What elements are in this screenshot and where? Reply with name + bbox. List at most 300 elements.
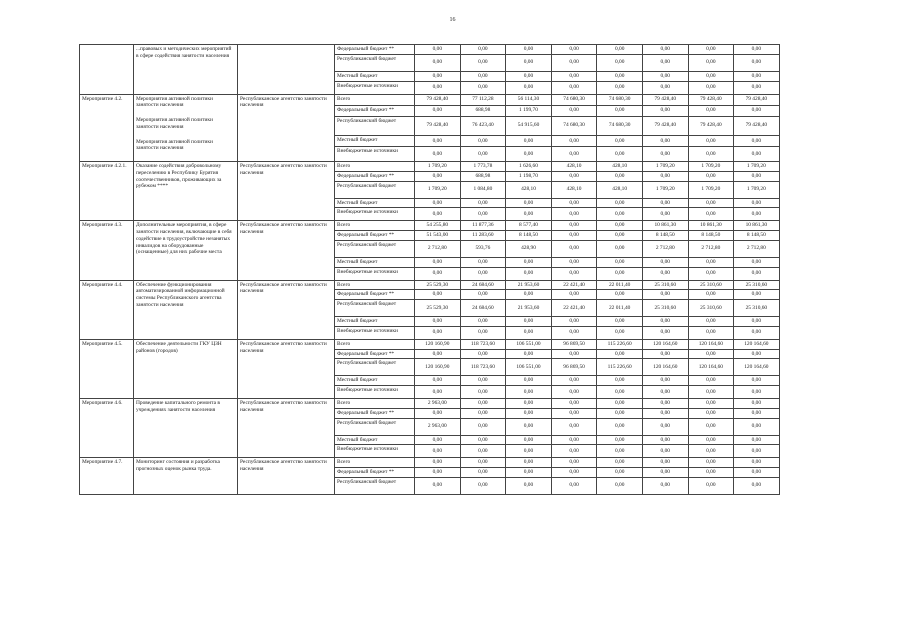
amount-cell: 96 869,50 xyxy=(551,339,597,349)
funding-source: Внебюджетные источники xyxy=(335,147,415,162)
amount-cell: 76 423,40 xyxy=(460,116,506,135)
funding-source: Республиканский бюджет xyxy=(335,240,415,257)
measure-name-line: Мероприятия активной политики занятости населения xyxy=(136,117,213,130)
amount-cell: 115 226,60 xyxy=(597,339,643,349)
amount-cell: 0,00 xyxy=(688,136,734,147)
amount-cell: 0,00 xyxy=(734,326,779,339)
amount-cell: 0,00 xyxy=(597,221,643,231)
amount-cell: 0,00 xyxy=(551,45,597,55)
funding-source: Всего xyxy=(335,162,415,172)
amount-cell: 0,00 xyxy=(688,477,734,494)
amount-cell: 2 712,80 xyxy=(734,240,779,257)
amount-cell: 2 712,80 xyxy=(642,240,688,257)
measure-name-line: Проведение капитального ремонта в учреждениях занятости населения xyxy=(136,400,220,413)
amount-cell: 0,00 xyxy=(688,386,734,399)
amount-cell: 0,00 xyxy=(460,349,506,359)
amount-cell: 0,00 xyxy=(734,45,779,55)
measure-name-line: ...правовых и методических мероприятий в сфере содействия занятости населения xyxy=(136,46,232,59)
amount-cell: 0,00 xyxy=(642,198,688,208)
amount-cell: 0,00 xyxy=(688,376,734,386)
amount-cell: 115 226,60 xyxy=(597,359,643,376)
amount-cell: 0,00 xyxy=(551,399,597,409)
amount-cell: 0,00 xyxy=(415,136,461,147)
amount-cell: 120 164,60 xyxy=(688,359,734,376)
funding-source: Федеральный бюджет ** xyxy=(335,349,415,359)
amount-cell: 1 199,70 xyxy=(506,105,552,116)
amount-cell: 0,00 xyxy=(688,257,734,267)
amount-cell: 688,98 xyxy=(460,171,506,181)
amount-cell: 1 709,20 xyxy=(734,181,779,198)
funding-source: Всего xyxy=(335,339,415,349)
amount-cell: 0,00 xyxy=(734,386,779,399)
amount-cell: 0,00 xyxy=(551,376,597,386)
amount-cell: 0,00 xyxy=(734,54,779,71)
funding-source: Местный бюджет xyxy=(335,136,415,147)
amount-cell: 0,00 xyxy=(688,399,734,409)
funding-source: Республиканский бюджет xyxy=(335,418,415,435)
amount-cell: 0,00 xyxy=(734,458,779,468)
measure-executor xyxy=(238,45,335,95)
amount-cell: 0,00 xyxy=(551,54,597,71)
amount-cell: 0,00 xyxy=(415,81,461,94)
amount-cell: 0,00 xyxy=(551,240,597,257)
amount-cell: 0,00 xyxy=(642,267,688,280)
funding-source: Внебюджетные источники xyxy=(335,386,415,399)
amount-cell: 0,00 xyxy=(506,198,552,208)
amount-cell: 1 709,20 xyxy=(734,162,779,172)
amount-cell: 0,00 xyxy=(551,81,597,94)
funding-source: Внебюджетные источники xyxy=(335,445,415,458)
amount-cell: 0,00 xyxy=(551,71,597,81)
funding-source: Республиканский бюджет xyxy=(335,300,415,317)
amount-cell: 0,00 xyxy=(597,171,643,181)
funding-source: Внебюджетные источники xyxy=(335,326,415,339)
amount-cell: 0,00 xyxy=(506,408,552,418)
amount-cell: 0,00 xyxy=(688,71,734,81)
amount-cell: 0,00 xyxy=(551,147,597,162)
amount-cell: 0,00 xyxy=(460,326,506,339)
amount-cell: 0,00 xyxy=(460,445,506,458)
amount-cell: 0,00 xyxy=(506,458,552,468)
measure-executor: Республиканское агентство занятости населения xyxy=(238,399,335,458)
amount-cell: 0,00 xyxy=(734,468,779,478)
amount-cell: 21 953,60 xyxy=(506,280,552,290)
amount-cell: 0,00 xyxy=(460,45,506,55)
amount-cell: 120 164,60 xyxy=(734,339,779,349)
amount-cell: 0,00 xyxy=(415,386,461,399)
table-row xyxy=(80,221,780,231)
amount-cell: 0,00 xyxy=(415,54,461,71)
amount-cell: 0,00 xyxy=(415,208,461,221)
funding-source: Внебюджетные источники xyxy=(335,208,415,221)
funding-source: Республиканский бюджет xyxy=(335,477,415,494)
amount-cell: 106 551,00 xyxy=(506,339,552,349)
amount-cell: 0,00 xyxy=(688,81,734,94)
amount-cell: 0,00 xyxy=(597,147,643,162)
amount-cell: 0,00 xyxy=(506,136,552,147)
amount-cell: 54 255,80 xyxy=(415,221,461,231)
measure-name xyxy=(134,94,238,162)
amount-cell: 25 310,60 xyxy=(642,300,688,317)
amount-cell: 2 712,80 xyxy=(688,240,734,257)
amount-cell: 0,00 xyxy=(597,231,643,241)
amount-cell: 0,00 xyxy=(688,418,734,435)
amount-cell: 0,00 xyxy=(734,105,779,116)
table-row xyxy=(80,45,780,55)
amount-cell: 11 283,60 xyxy=(460,231,506,241)
amount-cell: 0,00 xyxy=(506,445,552,458)
amount-cell: 22 011,40 xyxy=(597,280,643,290)
amount-cell: 0,00 xyxy=(460,290,506,300)
table-row xyxy=(80,280,780,290)
amount-cell: 0,00 xyxy=(460,408,506,418)
amount-cell: 0,00 xyxy=(642,45,688,55)
amount-cell: 0,00 xyxy=(597,136,643,147)
page-number: 16 xyxy=(449,17,456,23)
amount-cell: 8 577,40 xyxy=(506,221,552,231)
amount-cell: 1 709,20 xyxy=(415,181,461,198)
amount-cell: 0,00 xyxy=(642,468,688,478)
amount-cell: 0,00 xyxy=(415,326,461,339)
funding-source: Всего xyxy=(335,458,415,468)
amount-cell: 0,00 xyxy=(734,81,779,94)
amount-cell: 120 164,60 xyxy=(642,339,688,349)
amount-cell: 1 084,80 xyxy=(460,181,506,198)
amount-cell: 0,00 xyxy=(460,399,506,409)
amount-cell: 0,00 xyxy=(642,458,688,468)
amount-cell: 428,90 xyxy=(506,240,552,257)
amount-cell: 0,00 xyxy=(460,81,506,94)
measure-executor: Республиканское агентство занятости населения xyxy=(238,221,335,280)
amount-cell: 0,00 xyxy=(506,376,552,386)
amount-cell: 0,00 xyxy=(642,81,688,94)
amount-cell: 0,00 xyxy=(506,290,552,300)
funding-source: Местный бюджет xyxy=(335,317,415,327)
amount-cell: 0,00 xyxy=(597,54,643,71)
amount-cell: 2 963,00 xyxy=(415,399,461,409)
amount-cell: 0,00 xyxy=(415,198,461,208)
amount-cell: 0,00 xyxy=(597,240,643,257)
amount-cell: 0,00 xyxy=(551,317,597,327)
amount-cell: 0,00 xyxy=(642,257,688,267)
amount-cell: 0,00 xyxy=(551,349,597,359)
amount-cell: 0,00 xyxy=(642,445,688,458)
amount-cell: 0,00 xyxy=(734,290,779,300)
amount-cell: 0,00 xyxy=(597,267,643,280)
amount-cell: 0,00 xyxy=(506,349,552,359)
funding-source: Местный бюджет xyxy=(335,376,415,386)
amount-cell: 0,00 xyxy=(688,317,734,327)
funding-source: Местный бюджет xyxy=(335,435,415,445)
amount-cell: 22 421,40 xyxy=(551,280,597,290)
amount-cell: 0,00 xyxy=(551,386,597,399)
measure-name-line: Мероприятия активной политики занятости населения xyxy=(136,95,213,109)
amount-cell: 10 861,30 xyxy=(642,221,688,231)
measure-executor: Республиканское агентство занятости населения xyxy=(238,94,335,162)
amount-cell: 96 869,50 xyxy=(551,359,597,376)
amount-cell: 0,00 xyxy=(597,376,643,386)
amount-cell: 25 529,30 xyxy=(415,280,461,290)
amount-cell: 79 428,40 xyxy=(642,94,688,105)
amount-cell: 0,00 xyxy=(551,171,597,181)
measure-name-line: Дополнительные мероприятия, в сфере занятости населения, включающие в себя содействие в трудоустройстве незанятых инвалидов на оборудованные (оснащенные) для них рабочие места xyxy=(136,222,232,256)
amount-cell: 0,00 xyxy=(460,435,506,445)
measure-code: Мероприятие 4.6. xyxy=(80,399,134,458)
amount-cell: 79 428,40 xyxy=(734,116,779,135)
amount-cell: 1 709,20 xyxy=(688,162,734,172)
amount-cell: 0,00 xyxy=(734,408,779,418)
amount-cell: 0,00 xyxy=(551,290,597,300)
amount-cell: 0,00 xyxy=(506,267,552,280)
amount-cell: 1 709,20 xyxy=(642,181,688,198)
amount-cell: 0,00 xyxy=(734,376,779,386)
amount-cell: 25 310,60 xyxy=(734,280,779,290)
amount-cell: 2 712,80 xyxy=(415,240,461,257)
amount-cell: 0,00 xyxy=(506,477,552,494)
amount-cell: 0,00 xyxy=(642,386,688,399)
amount-cell: 0,00 xyxy=(734,349,779,359)
amount-cell: 0,00 xyxy=(688,267,734,280)
amount-cell: 0,00 xyxy=(688,468,734,478)
amount-cell: 74 680,30 xyxy=(597,94,643,105)
amount-cell: 0,00 xyxy=(734,198,779,208)
measure-name xyxy=(134,399,238,458)
amount-cell: 0,00 xyxy=(597,208,643,221)
amount-cell: 0,00 xyxy=(551,468,597,478)
amount-cell: 0,00 xyxy=(551,408,597,418)
measure-code: Мероприятие 4.2.1. xyxy=(80,162,134,221)
measure-executor: Республиканское агентство занятости населения xyxy=(238,458,335,495)
amount-cell: 0,00 xyxy=(597,458,643,468)
amount-cell: 0,00 xyxy=(597,408,643,418)
amount-cell: 25 310,60 xyxy=(688,300,734,317)
amount-cell: 0,00 xyxy=(460,468,506,478)
amount-cell: 0,00 xyxy=(688,54,734,71)
amount-cell: 0,00 xyxy=(597,468,643,478)
amount-cell: 0,00 xyxy=(506,257,552,267)
amount-cell: 8 148,50 xyxy=(688,231,734,241)
amount-cell: 0,00 xyxy=(734,208,779,221)
amount-cell: 0,00 xyxy=(415,105,461,116)
amount-cell: 0,00 xyxy=(642,208,688,221)
amount-cell: 0,00 xyxy=(460,458,506,468)
amount-cell: 0,00 xyxy=(597,326,643,339)
measure-code: Мероприятие 4.4. xyxy=(80,280,134,339)
amount-cell: 74 680,30 xyxy=(597,116,643,135)
amount-cell: 0,00 xyxy=(597,445,643,458)
amount-cell: 1 773,78 xyxy=(460,162,506,172)
amount-cell: 0,00 xyxy=(551,458,597,468)
amount-cell: 0,00 xyxy=(688,171,734,181)
amount-cell: 0,00 xyxy=(460,54,506,71)
amount-cell: 0,00 xyxy=(734,136,779,147)
amount-cell: 54 915,60 xyxy=(506,116,552,135)
amount-cell: 0,00 xyxy=(506,326,552,339)
amount-cell: 0,00 xyxy=(597,81,643,94)
amount-cell: 0,00 xyxy=(734,71,779,81)
funding-source: Федеральный бюджет ** xyxy=(335,105,415,116)
amount-cell: 0,00 xyxy=(460,257,506,267)
funding-source: Всего xyxy=(335,399,415,409)
amount-cell: 0,00 xyxy=(415,147,461,162)
amount-cell: 0,00 xyxy=(506,71,552,81)
amount-cell: 77 112,28 xyxy=(460,94,506,105)
amount-cell: 0,00 xyxy=(734,477,779,494)
amount-cell: 74 680,30 xyxy=(551,116,597,135)
amount-cell: 0,00 xyxy=(734,267,779,280)
amount-cell: 0,00 xyxy=(688,458,734,468)
amount-cell: 0,00 xyxy=(551,326,597,339)
amount-cell: 0,00 xyxy=(551,208,597,221)
amount-cell: 0,00 xyxy=(506,54,552,71)
amount-cell: 0,00 xyxy=(597,257,643,267)
amount-cell: 24 684,60 xyxy=(460,300,506,317)
amount-cell: 428,10 xyxy=(597,162,643,172)
measure-name-line: Оказание содействия добровольному переселению в Республику Бурятия соотечественников, проживающих за рубежом **** xyxy=(136,163,222,190)
amount-cell: 22 011,40 xyxy=(597,300,643,317)
amount-cell: 428,10 xyxy=(506,181,552,198)
amount-cell: 0,00 xyxy=(597,386,643,399)
amount-cell: 0,00 xyxy=(642,408,688,418)
amount-cell: 0,00 xyxy=(688,445,734,458)
amount-cell: 25 310,60 xyxy=(688,280,734,290)
funding-source: Федеральный бюджет ** xyxy=(335,468,415,478)
amount-cell: 428,10 xyxy=(551,181,597,198)
amount-cell: 0,00 xyxy=(597,317,643,327)
amount-cell: 0,00 xyxy=(734,171,779,181)
table-row xyxy=(80,399,780,409)
amount-cell: 0,00 xyxy=(506,468,552,478)
amount-cell: 1 709,20 xyxy=(642,162,688,172)
measure-code xyxy=(80,45,134,95)
amount-cell: 79 428,40 xyxy=(688,94,734,105)
amount-cell: 0,00 xyxy=(415,257,461,267)
amount-cell: 0,00 xyxy=(415,171,461,181)
amount-cell: 79 428,40 xyxy=(688,116,734,135)
measure-name xyxy=(134,280,238,339)
amount-cell: 120 160,90 xyxy=(415,339,461,349)
amount-cell: 0,00 xyxy=(642,317,688,327)
amount-cell: 0,00 xyxy=(506,45,552,55)
amount-cell: 0,00 xyxy=(734,418,779,435)
amount-cell: 0,00 xyxy=(551,221,597,231)
measure-executor: Республиканское агентство занятости населения xyxy=(238,339,335,398)
amount-cell: 1 198,70 xyxy=(506,171,552,181)
amount-cell: 428,10 xyxy=(597,181,643,198)
amount-cell: 0,00 xyxy=(415,458,461,468)
amount-cell: 0,00 xyxy=(642,147,688,162)
amount-cell: 0,00 xyxy=(642,349,688,359)
amount-cell: 0,00 xyxy=(597,290,643,300)
amount-cell: 0,00 xyxy=(642,376,688,386)
amount-cell: 0,00 xyxy=(460,386,506,399)
funding-source: Местный бюджет xyxy=(335,257,415,267)
funding-source: Республиканский бюджет xyxy=(335,359,415,376)
amount-cell: 0,00 xyxy=(460,136,506,147)
table-row xyxy=(80,458,780,468)
amount-cell: 0,00 xyxy=(642,136,688,147)
table-row xyxy=(80,162,780,172)
amount-cell: 0,00 xyxy=(551,257,597,267)
amount-cell: 0,00 xyxy=(506,418,552,435)
amount-cell: 0,00 xyxy=(642,435,688,445)
amount-cell: 79 428,40 xyxy=(642,116,688,135)
amount-cell: 428,10 xyxy=(551,162,597,172)
measure-code: Мероприятие 4.5. xyxy=(80,339,134,398)
amount-cell: 0,00 xyxy=(642,477,688,494)
amount-cell: 0,00 xyxy=(415,477,461,494)
measure-name xyxy=(134,162,238,221)
amount-cell: 0,00 xyxy=(734,399,779,409)
amount-cell: 1 709,20 xyxy=(688,181,734,198)
amount-cell: 0,00 xyxy=(551,231,597,241)
funding-source: Местный бюджет xyxy=(335,71,415,81)
table-row xyxy=(80,339,780,349)
amount-cell: 0,00 xyxy=(642,54,688,71)
amount-cell: 0,00 xyxy=(642,326,688,339)
amount-cell: 118 723,60 xyxy=(460,359,506,376)
amount-cell: 0,00 xyxy=(642,105,688,116)
measure-code: Мероприятие 4.2. xyxy=(80,94,134,162)
measure-name-line: Обеспечение деятельности ГКУ ЦЗН районов (городов) xyxy=(136,340,222,354)
funding-source: Местный бюджет xyxy=(335,198,415,208)
amount-cell: 0,00 xyxy=(415,45,461,55)
amount-cell: 120 160,90 xyxy=(415,359,461,376)
amount-cell: 118 723,60 xyxy=(460,339,506,349)
amount-cell: 0,00 xyxy=(506,399,552,409)
amount-cell: 2 963,00 xyxy=(415,418,461,435)
amount-cell: 0,00 xyxy=(551,445,597,458)
amount-cell: 0,00 xyxy=(688,290,734,300)
amount-cell: 0,00 xyxy=(506,147,552,162)
amount-cell: 0,00 xyxy=(734,147,779,162)
funding-source: Всего xyxy=(335,94,415,105)
amount-cell: 25 310,60 xyxy=(734,300,779,317)
amount-cell: 24 684,60 xyxy=(460,280,506,290)
amount-cell: 0,00 xyxy=(734,445,779,458)
funding-source: Федеральный бюджет ** xyxy=(335,408,415,418)
amount-cell: 0,00 xyxy=(642,290,688,300)
amount-cell: 0,00 xyxy=(597,71,643,81)
amount-cell: 21 953,60 xyxy=(506,300,552,317)
amount-cell: 22 421,40 xyxy=(551,300,597,317)
amount-cell: 79 428,40 xyxy=(415,116,461,135)
amount-cell: 1 626,60 xyxy=(506,162,552,172)
amount-cell: 0,00 xyxy=(415,376,461,386)
amount-cell: 0,00 xyxy=(642,399,688,409)
funding-source: Федеральный бюджет ** xyxy=(335,171,415,181)
amount-cell: 0,00 xyxy=(460,317,506,327)
amount-cell: 0,00 xyxy=(688,349,734,359)
amount-cell: 0,00 xyxy=(642,418,688,435)
amount-cell: 0,00 xyxy=(460,267,506,280)
amount-cell: 11 877,36 xyxy=(460,221,506,231)
amount-cell: 0,00 xyxy=(597,418,643,435)
amount-cell: 0,00 xyxy=(415,317,461,327)
amount-cell: 1 709,20 xyxy=(415,162,461,172)
funding-source: Республиканский бюджет xyxy=(335,181,415,198)
amount-cell: 0,00 xyxy=(415,290,461,300)
measure-executor: Республиканское агентство занятости населения xyxy=(238,162,335,221)
amount-cell: 0,00 xyxy=(415,435,461,445)
amount-cell: 0,00 xyxy=(642,71,688,81)
amount-cell: 0,00 xyxy=(734,317,779,327)
amount-cell: 0,00 xyxy=(551,267,597,280)
funding-source: Федеральный бюджет ** xyxy=(335,45,415,55)
amount-cell: 0,00 xyxy=(506,81,552,94)
amount-cell: 25 310,60 xyxy=(642,280,688,290)
amount-cell: 56 114,30 xyxy=(506,94,552,105)
